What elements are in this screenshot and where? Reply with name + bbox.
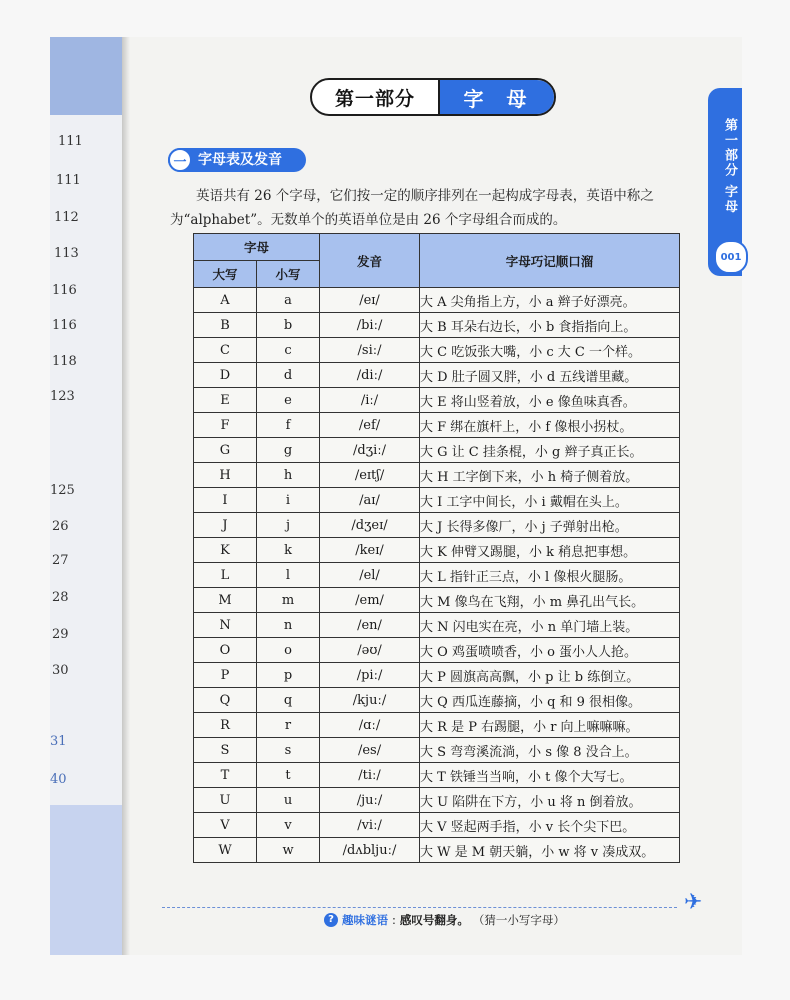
mnemonic-cell: 大 U 陷阱在下方，小 u 将 n 倒着放。: [420, 788, 680, 813]
alphabet-table-body: [194, 288, 680, 863]
prev-page-number: 28: [52, 590, 69, 605]
table-row: [194, 288, 680, 313]
table-row: [194, 588, 680, 613]
mnemonic-cell: 大 J 长得多像厂，小 j 子弹射出枪。: [420, 513, 680, 538]
lowercase-cell: d: [257, 363, 320, 388]
header-letter-group: 字母: [194, 234, 320, 261]
mnemonic-cell: 大 W 是 M 朝天躺，小 w 将 v 凑成双。: [420, 838, 680, 863]
header-mnemonic: 字母巧记顺口溜: [420, 234, 680, 288]
part-label: 第一部分: [334, 87, 415, 110]
uppercase-cell: M: [194, 588, 257, 613]
table-row: [194, 563, 680, 588]
table-row: [194, 688, 680, 713]
pronunciation-cell: /əʊ/: [320, 638, 420, 663]
uppercase-cell: L: [194, 563, 257, 588]
header-pronunciation: 发音: [320, 234, 420, 288]
section-number: 一: [168, 148, 192, 172]
pronunciation-cell: /ɑː/: [320, 713, 420, 738]
mnemonic-cell: 大 V 竖起两手指，小 v 长个尖下巴。: [420, 813, 680, 838]
uppercase-cell: D: [194, 363, 257, 388]
table-row: [194, 538, 680, 563]
uppercase-cell: F: [194, 413, 257, 438]
mnemonic-cell: 大 B 耳朵右边长，小 b 食指指向上。: [420, 313, 680, 338]
lowercase-cell: f: [257, 413, 320, 438]
prev-page-number: 125: [50, 483, 75, 498]
prev-page-number: 116: [52, 283, 77, 298]
pronunciation-cell: /em/: [320, 588, 420, 613]
prev-page-number: 111: [58, 134, 83, 149]
uppercase-cell: U: [194, 788, 257, 813]
header-uppercase: 大写: [194, 261, 257, 288]
mnemonic-cell: 大 T 铁锤当当响，小 t 像个大写七。: [420, 763, 680, 788]
table-row: [194, 638, 680, 663]
riddle-footer: [324, 912, 565, 928]
lowercase-cell: v: [257, 813, 320, 838]
pronunciation-cell: /aɪ/: [320, 488, 420, 513]
mnemonic-cell: 大 O 鸡蛋喷喷香，小 o 蛋小人人抢。: [420, 638, 680, 663]
table-row: [194, 613, 680, 638]
pronunciation-cell: /el/: [320, 563, 420, 588]
lowercase-cell: p: [257, 663, 320, 688]
lowercase-cell: t: [257, 763, 320, 788]
uppercase-cell: W: [194, 838, 257, 863]
footer-divider: [162, 907, 677, 908]
pronunciation-cell: /eɪ/: [320, 288, 420, 313]
uppercase-cell: E: [194, 388, 257, 413]
mnemonic-cell: 大 Q 西瓜连藤摘，小 q 和 9 很相像。: [420, 688, 680, 713]
table-row: [194, 813, 680, 838]
lowercase-cell: l: [257, 563, 320, 588]
riddle-label: 趣味谜语: [342, 913, 388, 927]
uppercase-cell: N: [194, 613, 257, 638]
uppercase-cell: A: [194, 288, 257, 313]
pronunciation-cell: /biː/: [320, 313, 420, 338]
pronunciation-cell: /keɪ/: [320, 538, 420, 563]
uppercase-cell: B: [194, 313, 257, 338]
lowercase-cell: w: [257, 838, 320, 863]
uppercase-cell: K: [194, 538, 257, 563]
question-icon: ?: [324, 913, 338, 927]
uppercase-cell: S: [194, 738, 257, 763]
pronunciation-cell: /dʒiː/: [320, 438, 420, 463]
lowercase-cell: q: [257, 688, 320, 713]
mnemonic-cell: 大 K 伸臂又踢腿，小 k 稍息把事想。: [420, 538, 680, 563]
riddle-hint: （猜一小写字母）: [472, 913, 565, 927]
uppercase-cell: G: [194, 438, 257, 463]
prev-page-number: 30: [52, 663, 69, 678]
table-row: [194, 338, 680, 363]
uppercase-cell: I: [194, 488, 257, 513]
lowercase-cell: b: [257, 313, 320, 338]
mnemonic-cell: 大 P 圆旗高高飘，小 p 让 b 练倒立。: [420, 663, 680, 688]
lowercase-cell: m: [257, 588, 320, 613]
prev-page-number: 26: [52, 519, 69, 534]
section-title: 字母表及发音: [198, 152, 282, 168]
part-topic: 字 母: [438, 80, 556, 114]
prev-page-number: 27: [52, 553, 69, 568]
pronunciation-cell: /viː/: [320, 813, 420, 838]
uppercase-cell: V: [194, 813, 257, 838]
lowercase-cell: h: [257, 463, 320, 488]
page-gutter-shadow: [122, 37, 130, 955]
prev-page-number: 29: [52, 627, 69, 642]
pronunciation-cell: /dʌbljuː/: [320, 838, 420, 863]
pronunciation-cell: /en/: [320, 613, 420, 638]
pronunciation-cell: /dʒeɪ/: [320, 513, 420, 538]
lowercase-cell: r: [257, 713, 320, 738]
pronunciation-cell: /ef/: [320, 413, 420, 438]
uppercase-cell: P: [194, 663, 257, 688]
airplane-icon: ✈: [684, 890, 703, 915]
lowercase-cell: u: [257, 788, 320, 813]
table-row: [194, 763, 680, 788]
prev-page-number: 113: [54, 246, 79, 261]
lowercase-cell: i: [257, 488, 320, 513]
lowercase-cell: c: [257, 338, 320, 363]
uppercase-cell: T: [194, 763, 257, 788]
uppercase-cell: O: [194, 638, 257, 663]
table-row: [194, 313, 680, 338]
riddle-question: 感叹号翻身。: [399, 913, 469, 927]
table-row: [194, 463, 680, 488]
pronunciation-cell: /kjuː/: [320, 688, 420, 713]
header-lowercase: 小写: [257, 261, 320, 288]
uppercase-cell: R: [194, 713, 257, 738]
mnemonic-cell: 大 M 像鸟在飞翔，小 m 鼻孔出气长。: [420, 588, 680, 613]
lowercase-cell: s: [257, 738, 320, 763]
mnemonic-cell: 大 D 肚子圆又胖，小 d 五线谱里藏。: [420, 363, 680, 388]
uppercase-cell: C: [194, 338, 257, 363]
prev-page-number: 123: [50, 389, 75, 404]
prev-page-number: 112: [54, 210, 79, 225]
prev-page-number: 111: [56, 173, 81, 188]
table-row: [194, 363, 680, 388]
pronunciation-cell: /iː/: [320, 388, 420, 413]
mnemonic-cell: 大 S 弯弯溪流淌，小 s 像 8 没合上。: [420, 738, 680, 763]
lowercase-cell: e: [257, 388, 320, 413]
mnemonic-cell: 大 L 指针正三点，小 l 像根火腿肠。: [420, 563, 680, 588]
pronunciation-cell: /juː/: [320, 788, 420, 813]
prev-page-number: 118: [52, 354, 77, 369]
table-row: [194, 738, 680, 763]
table-row: [194, 413, 680, 438]
mnemonic-cell: 大 E 将山竖着放，小 e 像鱼味真香。: [420, 388, 680, 413]
prev-page-number: 40: [50, 772, 67, 787]
table-row: [194, 838, 680, 863]
mnemonic-cell: 大 I 工字中间长，小 i 戴帽在头上。: [420, 488, 680, 513]
pronunciation-cell: /diː/: [320, 363, 420, 388]
page-number: 001: [714, 240, 748, 274]
mnemonic-cell: 大 H 工字倒下来，小 h 椅子侧着放。: [420, 463, 680, 488]
table-row: [194, 388, 680, 413]
part-banner: [310, 78, 556, 116]
table-row: [194, 713, 680, 738]
lowercase-cell: o: [257, 638, 320, 663]
table-row: [194, 788, 680, 813]
riddle-colon: :: [392, 913, 396, 927]
previous-page: [50, 37, 122, 955]
pronunciation-cell: /piː/: [320, 663, 420, 688]
lowercase-cell: j: [257, 513, 320, 538]
alphabet-table: [193, 233, 680, 863]
uppercase-cell: J: [194, 513, 257, 538]
uppercase-cell: H: [194, 463, 257, 488]
pronunciation-cell: /eɪtʃ/: [320, 463, 420, 488]
pronunciation-cell: /es/: [320, 738, 420, 763]
side-tab-label: 第一部分 字母: [722, 117, 737, 215]
previous-page-blue-band-bottom: [50, 805, 122, 955]
mnemonic-cell: 大 G 让 C 挂条棍，小 g 辫子真正长。: [420, 438, 680, 463]
mnemonic-cell: 大 A 尖角指上方，小 a 辫子好漂亮。: [420, 288, 680, 313]
uppercase-cell: Q: [194, 688, 257, 713]
lowercase-cell: g: [257, 438, 320, 463]
mnemonic-cell: 大 N 闪电实在亮，小 n 单门墙上装。: [420, 613, 680, 638]
previous-page-blue-band: [50, 37, 122, 115]
pronunciation-cell: /tiː/: [320, 763, 420, 788]
table-row: [194, 438, 680, 463]
mnemonic-cell: 大 F 绑在旗杆上，小 f 像根小拐杖。: [420, 413, 680, 438]
intro-paragraph: 英语共有 26 个字母，它们按一定的顺序排列在一起构成字母表，英语中称之为“alphabet”。无数单个的英语单位是由 26 个字母组合而成的。: [170, 188, 654, 228]
lowercase-cell: k: [257, 538, 320, 563]
mnemonic-cell: 大 C 吃饭张大嘴，小 c 大 C 一个样。: [420, 338, 680, 363]
prev-page-number: 31: [50, 734, 67, 749]
table-row: [194, 663, 680, 688]
table-row: [194, 488, 680, 513]
prev-page-number: 116: [52, 318, 77, 333]
lowercase-cell: n: [257, 613, 320, 638]
lowercase-cell: a: [257, 288, 320, 313]
table-row: [194, 513, 680, 538]
pronunciation-cell: /siː/: [320, 338, 420, 363]
mnemonic-cell: 大 R 是 P 右踢腿，小 r 向上嘛嘛嘛。: [420, 713, 680, 738]
